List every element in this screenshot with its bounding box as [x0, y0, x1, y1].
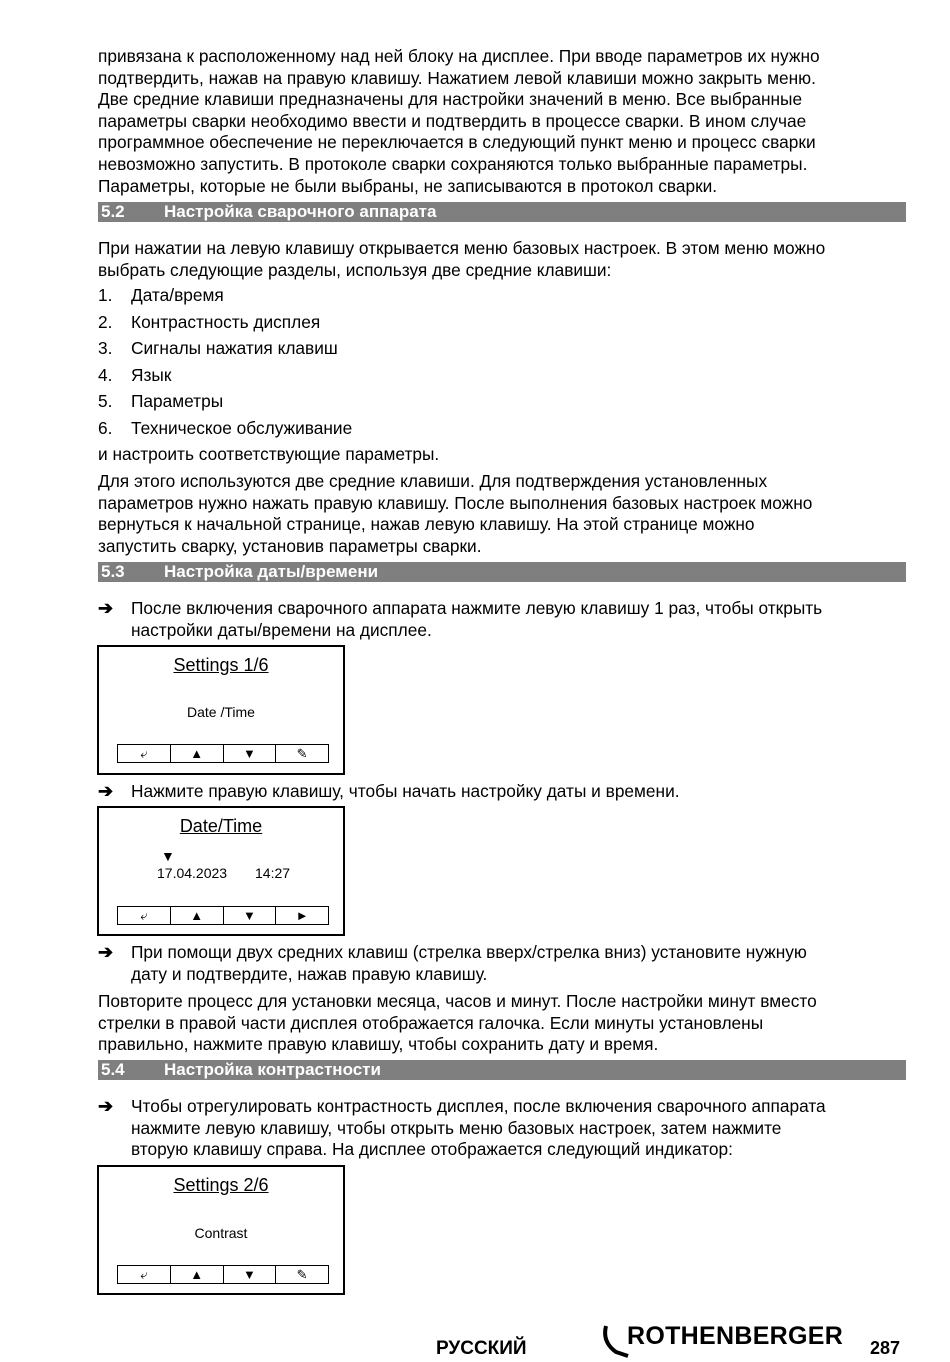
list-text: Язык — [131, 365, 172, 385]
display-screen-settings-1 — [97, 645, 345, 775]
arrow-right-icon: ➔ — [98, 781, 114, 801]
text-line: При нажатии на левую клавишу открывается меню базовых настроек. В этом меню можно — [98, 238, 826, 258]
text-line: При помощи двух средних клавиш (стрелка вверх/стрелка вниз) установите нужную — [131, 942, 807, 962]
section-number: 5.2 — [101, 202, 125, 221]
list-text: Дата/время — [131, 285, 224, 305]
pencil-icon: ✎ — [296, 746, 308, 761]
text-line: После включения сварочного аппарата нажмите левую клавишу 1 раз, чтобы открыть — [131, 598, 823, 618]
text-line: привязана к расположенному над ней блоку на дисплее. При вводе параметров их нужно — [98, 46, 820, 66]
logo-swoosh-icon — [600, 1322, 630, 1360]
list-text: Сигналы нажатия клавиш — [131, 338, 338, 358]
back-icon: ⤶ — [118, 745, 171, 762]
instruction-step — [98, 942, 906, 986]
arrow-right-icon: ➔ — [98, 942, 114, 962]
pencil-icon: ✎ — [296, 1267, 308, 1282]
section-number: 5.3 — [101, 562, 125, 581]
text-line: запустить сварку, установив параметры сварки. — [98, 535, 482, 556]
text-line: Параметры, которые не были выбраны, не записываются в протокол сварки. — [98, 175, 718, 196]
text-line: Для этого используются две средние клавиши. Для подтверждения установленных — [98, 471, 768, 491]
section-number: 5.4 — [101, 1060, 125, 1079]
softkey-bar — [117, 744, 329, 763]
text-line: вернуться к начальной странице, нажав левую клавишу. На этой странице можно — [98, 514, 755, 535]
section-title: Настройка контрастности — [164, 1060, 381, 1079]
list-number: 3. — [98, 338, 113, 358]
arrow-down-icon: ▼ — [224, 1266, 277, 1283]
softkey-bar — [117, 906, 329, 925]
page-number: 287 — [870, 1338, 901, 1358]
text-line: нажмите левую клавишу, чтобы открыть меню базовых настроек, затем нажмите — [131, 1117, 782, 1138]
text-line: Чтобы отрегулировать контрастность дисплея, после включения сварочного аппарата — [131, 1096, 826, 1116]
list-number: 2. — [98, 312, 113, 332]
section-5-3-closing — [98, 991, 906, 1056]
list-number: 4. — [98, 365, 113, 385]
text-line: выбрать следующие разделы, используя две средние клавиши: — [98, 259, 612, 280]
footer-language: РУССКИЙ — [436, 1338, 527, 1359]
display-screen-date-time — [97, 806, 345, 936]
text-line: настройки даты/времени на дисплее. — [131, 619, 432, 640]
instruction-step — [98, 781, 906, 803]
date-value: 17.04.2023 — [157, 865, 228, 881]
text-line: подтвердить, нажав на правую клавишу. Нажатием левой клавиши можно закрыть меню. — [98, 67, 816, 88]
arrow-down-icon: ▼ — [224, 745, 277, 762]
list-number: 1. — [98, 285, 113, 305]
cursor-down-icon: ▼ — [161, 848, 175, 864]
text-line: Две средние клавиши предназначены для настройки значений в меню. Все выбранные — [98, 89, 803, 110]
section-5-2-intro — [98, 238, 906, 281]
text-line: Нажмите правую клавишу, чтобы начать настройку даты и времени. — [131, 781, 680, 801]
arrow-up-icon: ▲ — [171, 907, 224, 924]
screen-title: Date/Time — [179, 816, 263, 836]
text-line: правильно, нажмите правую клавишу, чтобы сохранить дату и время. — [98, 1034, 659, 1055]
list-number: 5. — [98, 391, 113, 411]
time-value: 14:27 — [255, 865, 291, 881]
screen-title: Settings 1/6 — [173, 655, 269, 675]
section-heading-5-4 — [98, 1060, 906, 1080]
section-5-2-closing — [98, 471, 906, 557]
display-screen-settings-2 — [97, 1165, 345, 1295]
text-line: вторую клавишу справа. На дисплее отображается следующий индикатор: — [131, 1139, 733, 1160]
arrow-down-icon: ▼ — [224, 907, 277, 924]
text-line: Повторите процесс для установки месяца, часов и минут. После настройки минут вместо — [98, 991, 817, 1011]
text-line: параметры сварки необходимо ввести и подтвердить в процессе сварки. В ином случае — [98, 110, 807, 131]
list-number: 6. — [98, 418, 113, 438]
text-line: стрелки в правой части дисплея отображается галочка. Если минуты установлены — [98, 1012, 764, 1033]
arrow-up-icon: ▲ — [171, 745, 224, 762]
text-line: дату и подтвердите, нажав правую клавишу. — [131, 963, 488, 984]
list-text: Параметры — [131, 391, 224, 411]
screen-title: Settings 2/6 — [173, 1175, 269, 1195]
section-title: Настройка даты/времени — [164, 562, 379, 581]
text-line: программное обеспечение не переключается в следующий пункт меню и процесс сварки — [98, 132, 816, 153]
text-line: невозможно запустить. В протоколе сварки сохраняются только выбранные параметры. — [98, 153, 808, 174]
section-title: Настройка сварочного аппарата — [164, 202, 437, 221]
instruction-step — [98, 598, 906, 642]
back-icon: ⤶ — [118, 907, 171, 924]
brand-logo — [600, 1322, 850, 1360]
section-heading-5-3 — [98, 562, 906, 582]
list-text: Контрастность дисплея — [131, 312, 321, 332]
arrow-right-icon: ➔ — [98, 1096, 114, 1116]
after-list-text: и настроить соответствующие параметры. — [98, 444, 440, 464]
section-heading-5-2 — [98, 202, 906, 222]
intro-paragraph — [98, 46, 906, 197]
brand-name: ROTHENBERGER — [627, 1322, 844, 1350]
instruction-step — [98, 1096, 906, 1162]
screen-menu-item: Date /Time — [187, 704, 255, 720]
screen-menu-item: Contrast — [194, 1225, 248, 1241]
arrow-right-play-icon: ► — [295, 908, 309, 923]
arrow-up-icon: ▲ — [171, 1266, 224, 1283]
back-icon: ⤶ — [118, 1266, 171, 1283]
list-text: Техническое обслуживание — [131, 418, 353, 438]
text-line: параметров нужно нажать правую клавишу. После выполнения базовых настроек можно — [98, 492, 813, 513]
softkey-bar — [117, 1265, 329, 1284]
arrow-right-icon: ➔ — [98, 598, 114, 618]
